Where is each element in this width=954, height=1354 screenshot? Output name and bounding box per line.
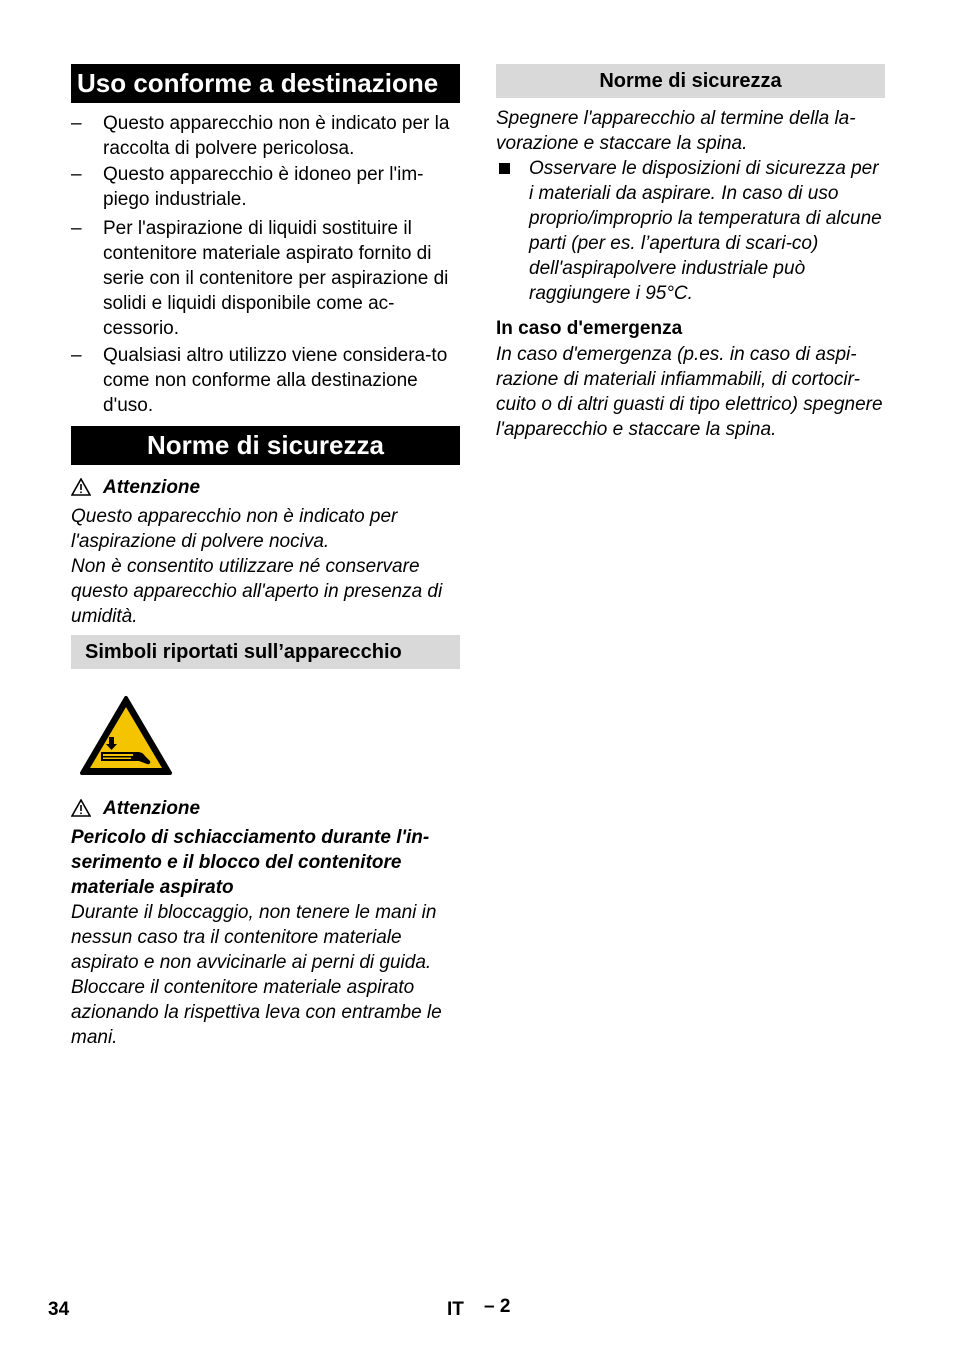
subsection-title-norme: Norme di sicurezza xyxy=(496,64,885,98)
hand-crush-hazard-icon xyxy=(79,695,173,777)
list-item-text: Questo apparecchio non è indicato per la raccolta di polvere pericolosa. xyxy=(103,113,450,159)
emergency-heading: In caso d'emergenza xyxy=(496,318,683,339)
subsection-title-simboli: Simboli riportati sull’apparecchio xyxy=(71,635,460,669)
warning-label: Attenzione xyxy=(103,798,201,819)
warning-triangle-icon xyxy=(71,799,91,817)
list-item-text: Qualsiasi altro utilizzo viene considera-to come non conforme alla destinazione d'uso. xyxy=(103,345,448,416)
page-number: 34 xyxy=(48,1299,70,1320)
list-item-text: Osservare le disposizioni di sicurezza per i materiali da aspirare. In caso di uso proprio/improprio la temperatura di alcune parti (per es. l’apertura di scari-co) dell'aspirapolvere industriale può raggiungere i 95°C. xyxy=(529,158,882,304)
warning-text: Non è consentito utilizzare né conservare questo apparecchio all'aperto in presenza di umidità. xyxy=(71,556,443,627)
warning-heading xyxy=(71,475,460,500)
crush-danger-text: Durante il bloccaggio, non tenere le mani in nessun caso tra il contenitore materiale aspirato e non avvicinarle ai perni di guida. xyxy=(71,902,437,973)
warning-heading xyxy=(71,796,460,821)
sub-page-number: – 2 xyxy=(484,1296,511,1317)
list-item-text: Per l'aspirazione di liquidi sostituire il contenitore materiale aspirato fornito di serie con il contenitore per aspirazione di solidi e liquidi disponibile come ac-cessorio. xyxy=(103,218,449,339)
crush-danger-text: Bloccare il contenitore materiale aspirato azionando la rispettiva leva con entrambe le mani. xyxy=(71,977,442,1048)
language-code: IT xyxy=(447,1299,464,1320)
intro-text: Spegnere l'apparecchio al termine della la-vorazione e staccare la spina. xyxy=(496,108,856,154)
warning-label: Attenzione xyxy=(103,477,201,498)
crush-danger-heading: Pericolo di schiacciamento durante l'in-serimento e il blocco del contenitore materiale aspirato xyxy=(71,827,430,898)
warning-text: Questo apparecchio non è indicato per l'aspirazione di polvere nociva. xyxy=(71,506,398,552)
square-bullet-icon xyxy=(499,163,510,174)
section-title-norme: Norme di sicurezza xyxy=(71,426,460,465)
section-title-uso-conforme: Uso conforme a destinazione xyxy=(71,64,460,103)
warning-triangle-icon xyxy=(71,478,91,496)
list-item-text: Questo apparecchio è idoneo per l'im-piego industriale. xyxy=(103,164,424,210)
emergency-text: In caso d'emergenza (p.es. in caso di aspi-razione di materiali infiammabili, di cortocir-cuito o di altri guasti di tipo elettrico) spegnere l'apparecchio e staccare la spina. xyxy=(496,344,883,440)
